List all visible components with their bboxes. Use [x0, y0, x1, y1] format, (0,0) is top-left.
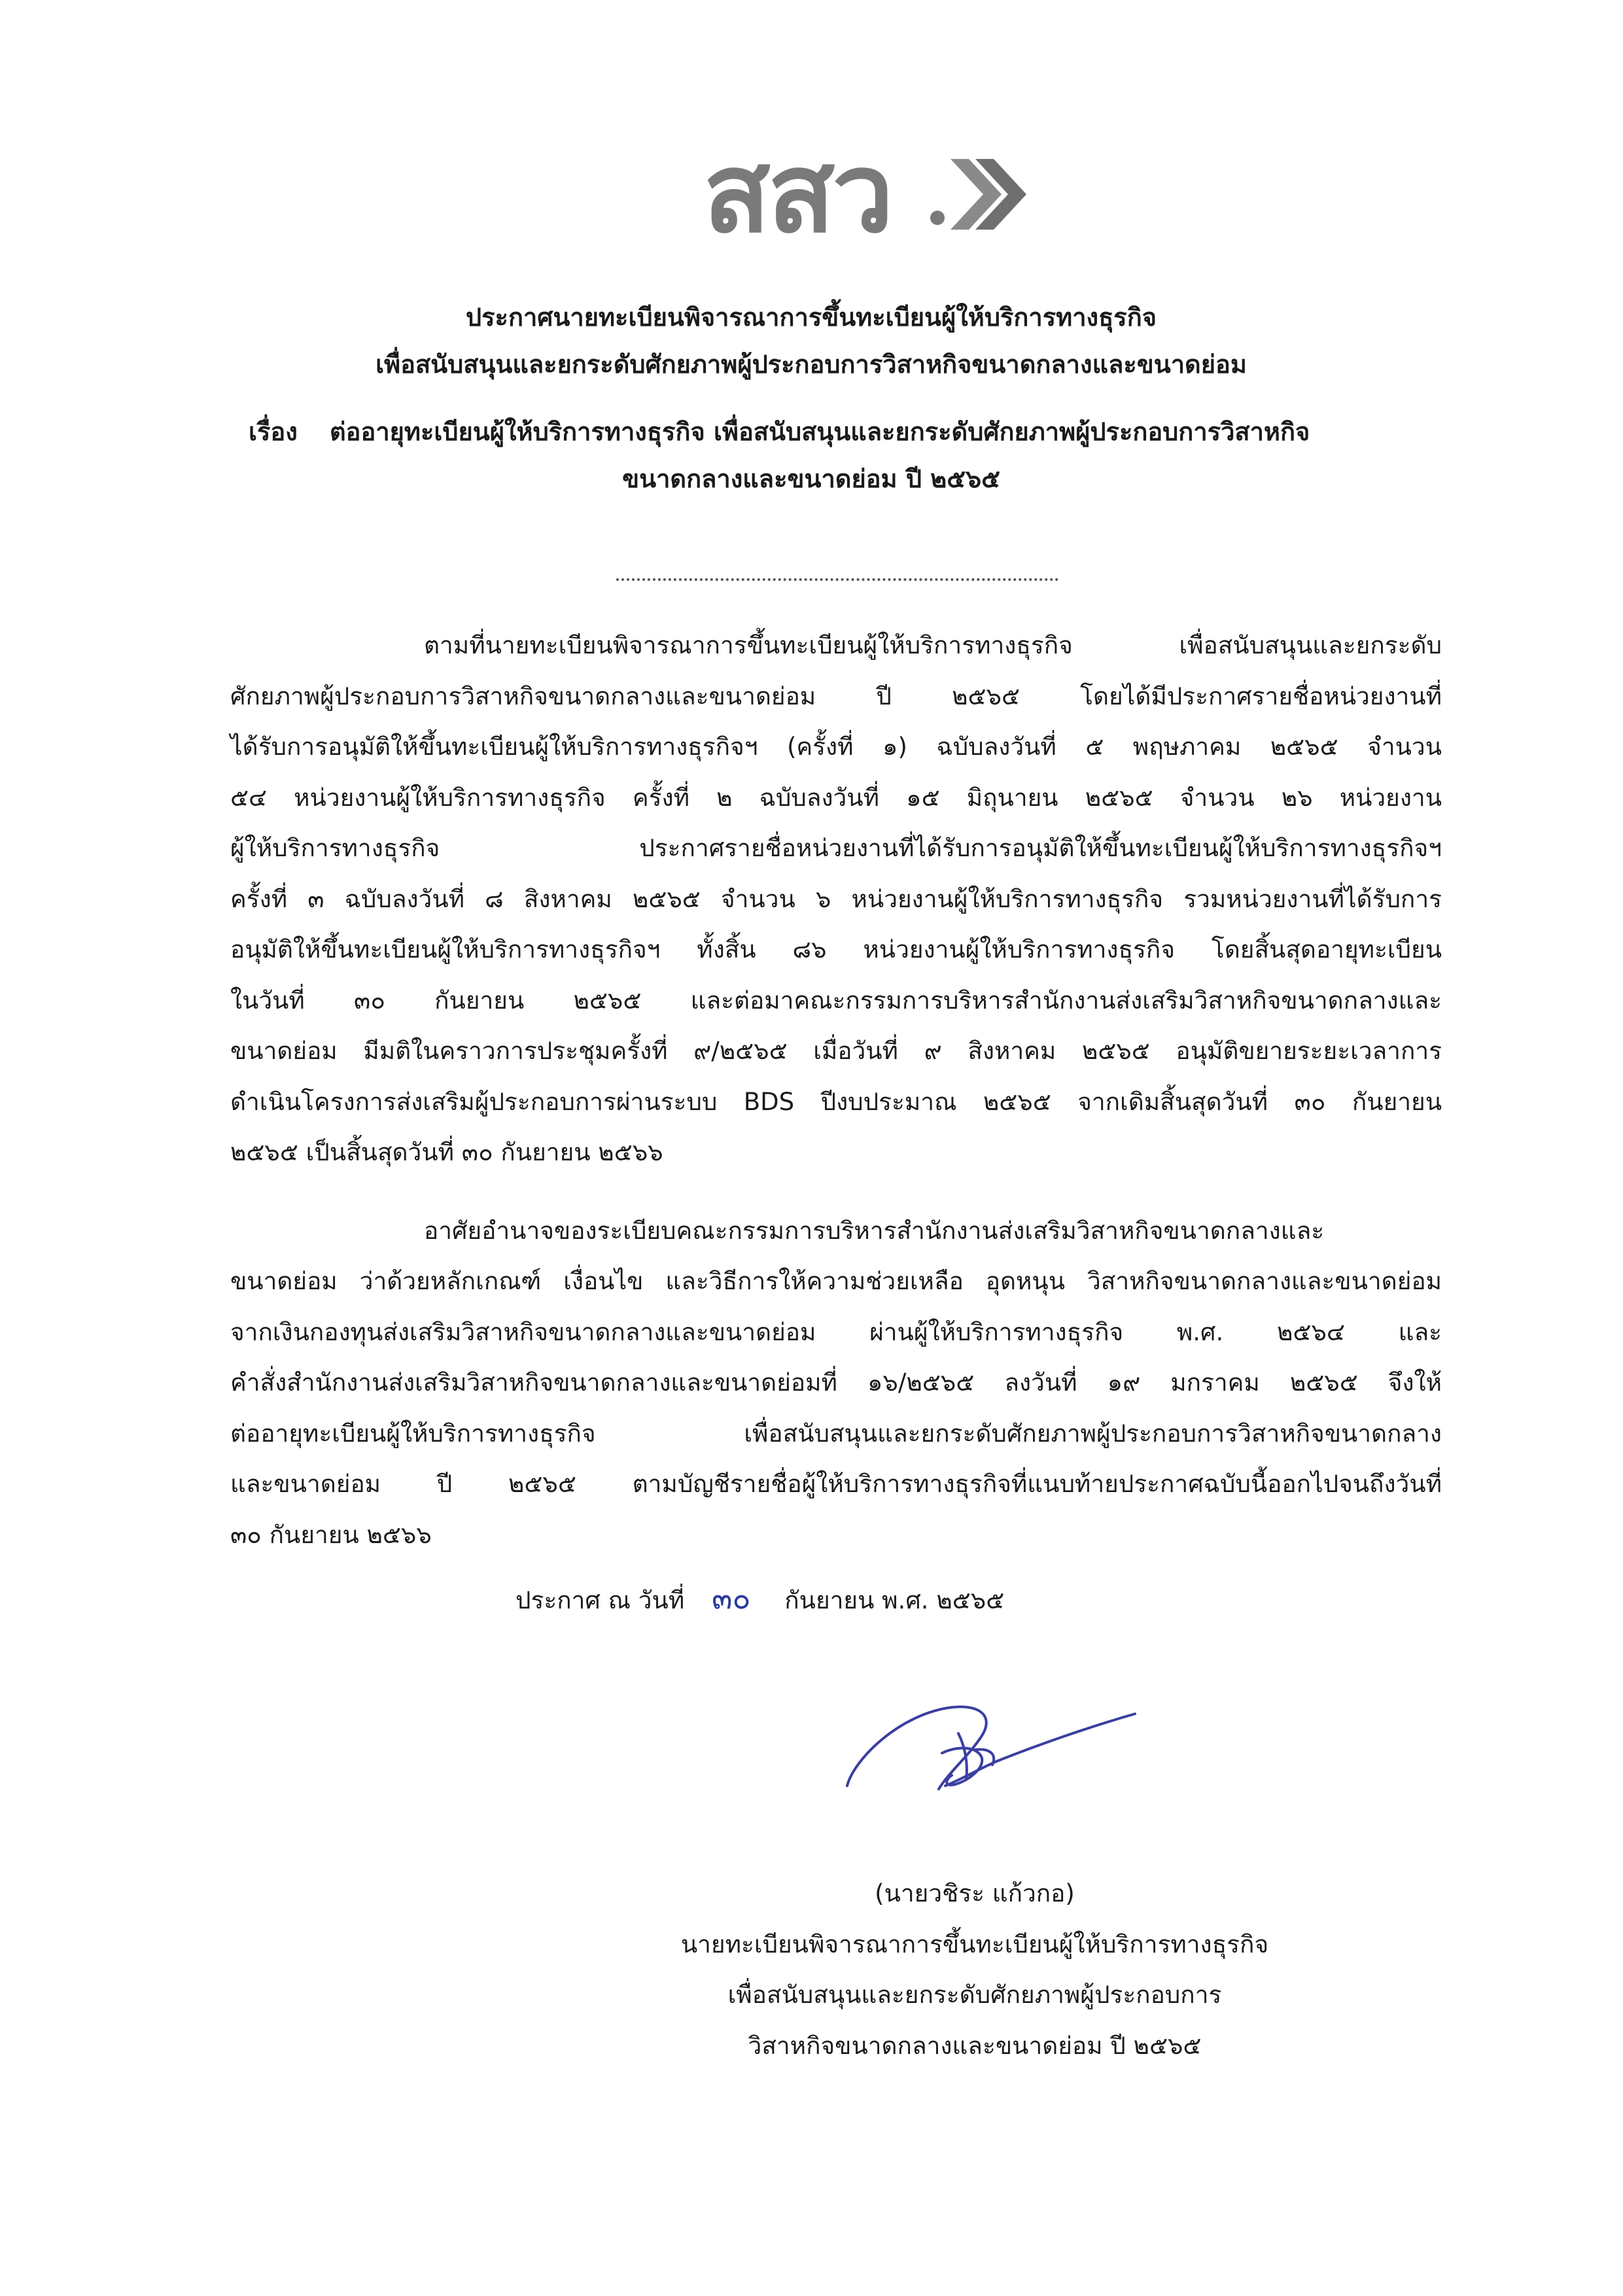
paragraph-line: อนุมัติให้ขึ้นทะเบียนผู้ให้บริการทางธุรกิจฯ ทั้งสิ้น ๘๖ หน่วยงานผู้ให้บริการทางธุรกิจ โดยสิ้นสุดอายุทะเบียน — [230, 935, 1442, 964]
paragraph-line: ได้รับการอนุมัติให้ขึ้นทะเบียนผู้ให้บริการทางธุรกิจฯ (ครั้งที่ ๑) ฉบับลงวันที่ ๕ พฤษภาคม ๒๕๖๕ จำนวน — [230, 733, 1442, 761]
signatory-name: (นายวชิระ แก้วกอ) — [875, 1879, 1075, 1907]
paragraph-line: ๒๕๖๕ เป็นสิ้นสุดวันที่ ๓๐ กันยายน ๒๕๖๖ — [230, 1138, 663, 1166]
announcement-day-handwritten: ๓๐ — [711, 1580, 751, 1616]
handwritten-signature — [841, 1688, 1142, 1805]
double-chevron-icon — [926, 141, 1030, 249]
paragraph-line: ผู้ให้บริการทางธุรกิจ ประกาศรายชื่อหน่วยงานที่ได้รับการอนุมัติให้ขึ้นทะเบียนผู้ให้บริการทางธุรกิจฯ — [230, 834, 1442, 862]
paragraph-line: ต่ออายุทะเบียนผู้ให้บริการทางธุรกิจ เพื่อสนับสนุนและยกระดับศักยภาพผู้ประกอบการวิสาหกิจขนาดกลาง — [230, 1419, 1442, 1448]
paragraph-line: คำสั่งสำนักงานส่งเสริมวิสาหกิจขนาดกลางและขนาดย่อมที่ ๑๖/๒๕๖๕ ลงวันที่ ๑๙ มกราคม ๒๕๖๕ จึงให้ — [230, 1368, 1442, 1397]
signatory-position-line-2: เพื่อสนับสนุนและยกระดับศักยภาพผู้ประกอบการ — [727, 1981, 1222, 2009]
paragraph-line: ๕๔ หน่วยงานผู้ให้บริการทางธุรกิจ ครั้งที่ ๒ ฉบับลงวันที่ ๑๕ มิถุนายน ๒๕๖๕ จำนวน ๒๖ หน่วยงาน — [230, 784, 1442, 812]
paragraph-line: ขนาดย่อม ว่าด้วยหลักเกณฑ์ เงื่อนไข และวิธีการให้ความช่วยเหลือ อุดหนุน วิสาหกิจขนาดกลางและขนาดย่อม — [230, 1267, 1442, 1295]
paragraph-line: ศักยภาพผู้ประกอบการวิสาหกิจขนาดกลางและขนาดย่อม ปี ๒๕๖๕ โดยได้มีประกาศรายชื่อหน่วยงานที่ — [230, 682, 1442, 710]
announcement-suffix: กันยายน พ.ศ. ๒๕๖๕ — [784, 1586, 1005, 1614]
document-title-line-2: เพื่อสนับสนุนและยกระดับศักยภาพผู้ประกอบการวิสาหกิจขนาดกลางและขนาดย่อม — [375, 350, 1247, 379]
paragraph-line: และขนาดย่อม ปี ๒๕๖๕ ตามบัญชีรายชื่อผู้ให้บริการทางธุรกิจที่แนบท้ายประกาศฉบับนี้ออกไปจนถึงวันที่ — [230, 1470, 1442, 1498]
logo-text: สสว — [703, 129, 892, 257]
osmep-logo — [703, 129, 1030, 257]
document-title-line-1: ประกาศนายทะเบียนพิจารณาการขึ้นทะเบียนผู้ให้บริการทางธุรกิจ — [466, 303, 1157, 332]
signatory-position-line-3: วิสาหกิจขนาดกลางและขนาดย่อม ปี ๒๕๖๕ — [748, 2032, 1202, 2060]
paragraph-line: ๓๐ กันยายน ๒๕๖๖ — [230, 1521, 432, 1549]
paragraph-line: ตามที่นายทะเบียนพิจารณาการขึ้นทะเบียนผู้ให้บริการทางธุรกิจ เพื่อสนับสนุนและยกระดับ — [424, 631, 1442, 659]
dotted-divider — [616, 578, 1058, 581]
paragraph-line: ขนาดย่อม มีมติในคราวการประชุมครั้งที่ ๙/๒๕๖๕ เมื่อวันที่ ๙ สิงหาคม ๒๕๖๕ อนุมัติขยายระยะเวลาการ — [230, 1037, 1442, 1065]
subject-line-1: ต่ออายุทะเบียนผู้ให้บริการทางธุรกิจ เพื่อสนับสนุนและยกระดับศักยภาพผู้ประกอบการวิสาหกิจ — [330, 417, 1310, 446]
paragraph-line: จากเงินกองทุนส่งเสริมวิสาหกิจขนาดกลางและขนาดย่อม ผ่านผู้ให้บริการทางธุรกิจ พ.ศ. ๒๕๖๔ และ — [230, 1318, 1442, 1346]
subject-line-2: ขนาดกลางและขนาดย่อม ปี ๒๕๖๕ — [622, 464, 1000, 493]
announcement-date-line — [515, 1582, 1004, 1617]
subject-label: เรื่อง — [249, 417, 298, 446]
paragraph-line: ครั้งที่ ๓ ฉบับลงวันที่ ๘ สิงหาคม ๒๕๖๕ จำนวน ๖ หน่วยงานผู้ให้บริการทางธุรกิจ รวมหน่วยงานที่ได้รับการ — [230, 885, 1442, 913]
paragraph-line: อาศัยอำนาจของระเบียบคณะกรรมการบริหารสำนักงานส่งเสริมวิสาหกิจขนาดกลางและ — [424, 1217, 1325, 1245]
paragraph-line: ในวันที่ ๓๐ กันยายน ๒๕๖๕ และต่อมาคณะกรรมการบริหารสำนักงานส่งเสริมวิสาหกิจขนาดกลางและ — [230, 986, 1442, 1015]
announcement-prefix: ประกาศ ณ วันที่ — [515, 1586, 685, 1614]
paragraph-line: ดำเนินโครงการส่งเสริมผู้ประกอบการผ่านระบบ BDS ปีงบประมาณ ๒๕๖๕ จากเดิมสิ้นสุดวันที่ ๓๐ กันยายน — [230, 1088, 1442, 1116]
signatory-position-line-1: นายทะเบียนพิจารณาการขึ้นทะเบียนผู้ให้บริการทางธุรกิจ — [680, 1930, 1269, 1958]
